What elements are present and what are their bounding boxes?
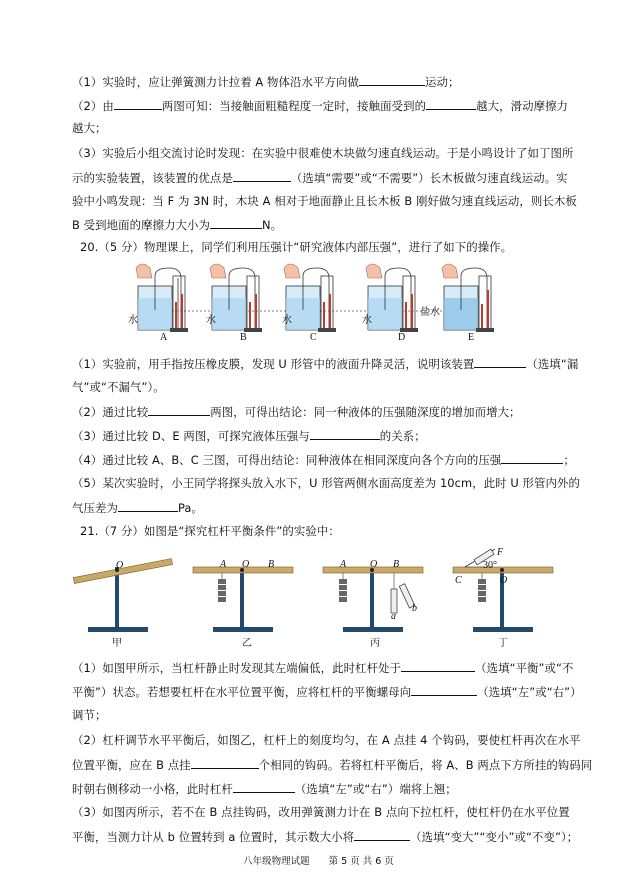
q21-line-2: 平衡”）状态。若想要杠杆在水平位置平衡，应将杠杆的平衡螺母向 （选填“左”或“右”） <box>72 685 582 699</box>
lever-ding <box>453 549 553 632</box>
q20-line-3: （2）通过比较 两图，可得出结论：同一种液体的压强随深度的增加而增大； <box>72 405 521 419</box>
lever-bing <box>323 567 423 632</box>
liquid-label-d: 水 <box>362 315 372 326</box>
q19-line-7: B 受到地面的摩擦力大小为 N。 <box>72 218 283 232</box>
setup-d <box>366 264 418 332</box>
blank-q19-3b[interactable] <box>210 217 262 229</box>
label-o-yi: O <box>242 559 250 570</box>
label-o-ding: O <box>500 575 508 586</box>
label-o-bing: O <box>370 559 378 570</box>
q19-line-4: （3）实验后小组交流讨论时发现：在实验中很难使木块做匀速直线运动。于是小鸣设计了如丁图所 <box>72 146 574 160</box>
q20-line-2: 气”或“不漏气”）。 <box>72 380 165 394</box>
page-footer: 八年级物理试题 第 5 页 共 6 页 <box>243 856 394 867</box>
q19-line-5: 示的实验装置，该装置的优点是 （选填“需要”或“不需要”）长木板做匀速直线运动。实 <box>72 171 568 185</box>
blank-q19-1[interactable] <box>359 74 425 86</box>
blank-q19-2b[interactable] <box>426 98 476 110</box>
q21-intro: 21.（7 分）如图是“探究杠杆平衡条件”的实验中： <box>80 524 340 538</box>
label-b-bing: B <box>393 559 400 570</box>
setup-e <box>442 264 494 332</box>
q21-line-3: 调节； <box>72 708 107 722</box>
liquid-label-b: 水 <box>206 315 216 326</box>
q21-line-4: （2）杠杆调节水平平衡后，如图乙，杠杆上的刻度均匀，在 A 点挂 4 个钩码，要使杠杆再次在水平 <box>72 733 581 747</box>
caption-bing: 丙 <box>370 638 380 649</box>
q21-line-5: 位置平衡，应在 B 点挂 个相同的钩码。若将杠杆平衡后，将 A、B 两点下方所挂的钩码同 <box>72 758 593 772</box>
hand-icon <box>136 264 152 278</box>
label-a-bing: A <box>340 559 347 570</box>
label-o-jia: O <box>116 560 124 571</box>
lever-yi <box>193 567 293 632</box>
blank-q19-3a[interactable] <box>233 170 291 182</box>
q20-line-6: （5）某次实验时，小王同学将探头放入水下，U 形管两侧水面高度差为 10cm，此时 U 形管内外的 <box>72 476 581 490</box>
blank-q20-1[interactable] <box>474 356 526 368</box>
label-f-ding: F <box>497 547 504 558</box>
blank-q19-2a[interactable] <box>114 98 162 110</box>
blank-q21-2b[interactable] <box>233 781 295 793</box>
caption-ding: 丁 <box>498 638 508 649</box>
label-angle-ding: 30° <box>483 560 497 571</box>
fig-label-e: E <box>468 332 475 343</box>
blank-q20-2[interactable] <box>148 404 210 416</box>
liquid-label-c: 水 <box>282 315 292 326</box>
liquid-label-e: 盐水 <box>420 307 440 318</box>
blank-q21-1b[interactable] <box>411 684 477 696</box>
spring-scale-a <box>391 589 397 613</box>
q21-line-6: 时朝右侧移动一小格，此时杠杆 （选填“左”或“右”）端将上翘； <box>72 782 457 796</box>
blank-q20-3[interactable] <box>310 428 380 440</box>
fig-label-b: B <box>240 332 247 343</box>
q19-line-6: 验中小鸣发现：当 F 为 3N 时，木块 A 相对于地面静止且长木板 B 刚好做匀速直线运动，则长木板 <box>72 194 577 208</box>
label-b-yi: B <box>268 559 275 570</box>
q20-line-5: （4）通过比较 A、B、C 三图，可得出结论：同种液体在相同深度向各个方向的压强 ； <box>72 453 575 467</box>
q20-line-1: （1）实验前，用手指按压橡皮膜，发现 U 形管中的液面升降灵活，说明该装置 （选填“漏 <box>72 357 579 371</box>
hand-icon <box>284 264 300 278</box>
fig-label-d: D <box>398 332 406 343</box>
pressure-gauge-figure <box>118 258 518 348</box>
q20-line-4: （3）通过比较 D、E 两图，可探究液体压强与 的关系； <box>72 429 426 443</box>
blank-q20-4[interactable] <box>501 452 563 464</box>
liquid-label-a: 水 <box>128 315 138 326</box>
label-a-scale: a <box>391 611 396 622</box>
blank-q21-3[interactable] <box>354 829 410 841</box>
fig-label-a: A <box>160 332 168 343</box>
caption-jia: 甲 <box>112 638 122 649</box>
q20-line-7: 气压差为 Pa。 <box>72 501 203 515</box>
q21-line-1: （1）如图甲所示，当杠杆静止时发现其左端偏低，此时杠杆处于 （选填“平衡”或“不 <box>72 661 574 675</box>
setup-a <box>136 264 188 332</box>
q19-line-2: （2）由 两图可知：当接触面粗糙程度一定时，接触面受到的 越大，滑动摩擦力 <box>72 99 569 113</box>
fig-label-c: C <box>310 332 317 343</box>
blank-q20-5[interactable] <box>118 500 178 512</box>
label-b-scale: b <box>412 603 417 614</box>
hand-icon <box>366 264 382 278</box>
q21-line-8: 平衡，当测力计从 b 位置转到 a 位置时，其示数大小将 （选填“变大”“变小”或“不变”）； <box>72 830 579 844</box>
q21-line-7: （3）如图丙所示，若不在 B 点挂钩码，改用弹簧测力计在 B 点向下拉杠杆，使杠杆仍在水平位置 <box>72 805 570 819</box>
q20-intro: 20.（5 分）物理课上，同学们利用压强计“研究液体内部压强”，进行了如下的操作。 <box>80 240 513 254</box>
caption-yi: 乙 <box>242 638 252 649</box>
setup-b <box>210 264 262 332</box>
hand-icon <box>210 264 226 278</box>
label-c-ding: C <box>455 575 462 586</box>
q19-line-1: （1）实验时，应让弹簧测力计拉着 A 物体沿水平方向做 运动； <box>72 75 460 89</box>
q19-line-3: 越大； <box>72 121 107 135</box>
hand-icon <box>442 264 458 278</box>
blank-q21-1a[interactable] <box>401 660 475 672</box>
label-a-yi: A <box>220 559 227 570</box>
blank-q21-2a[interactable] <box>191 757 259 769</box>
